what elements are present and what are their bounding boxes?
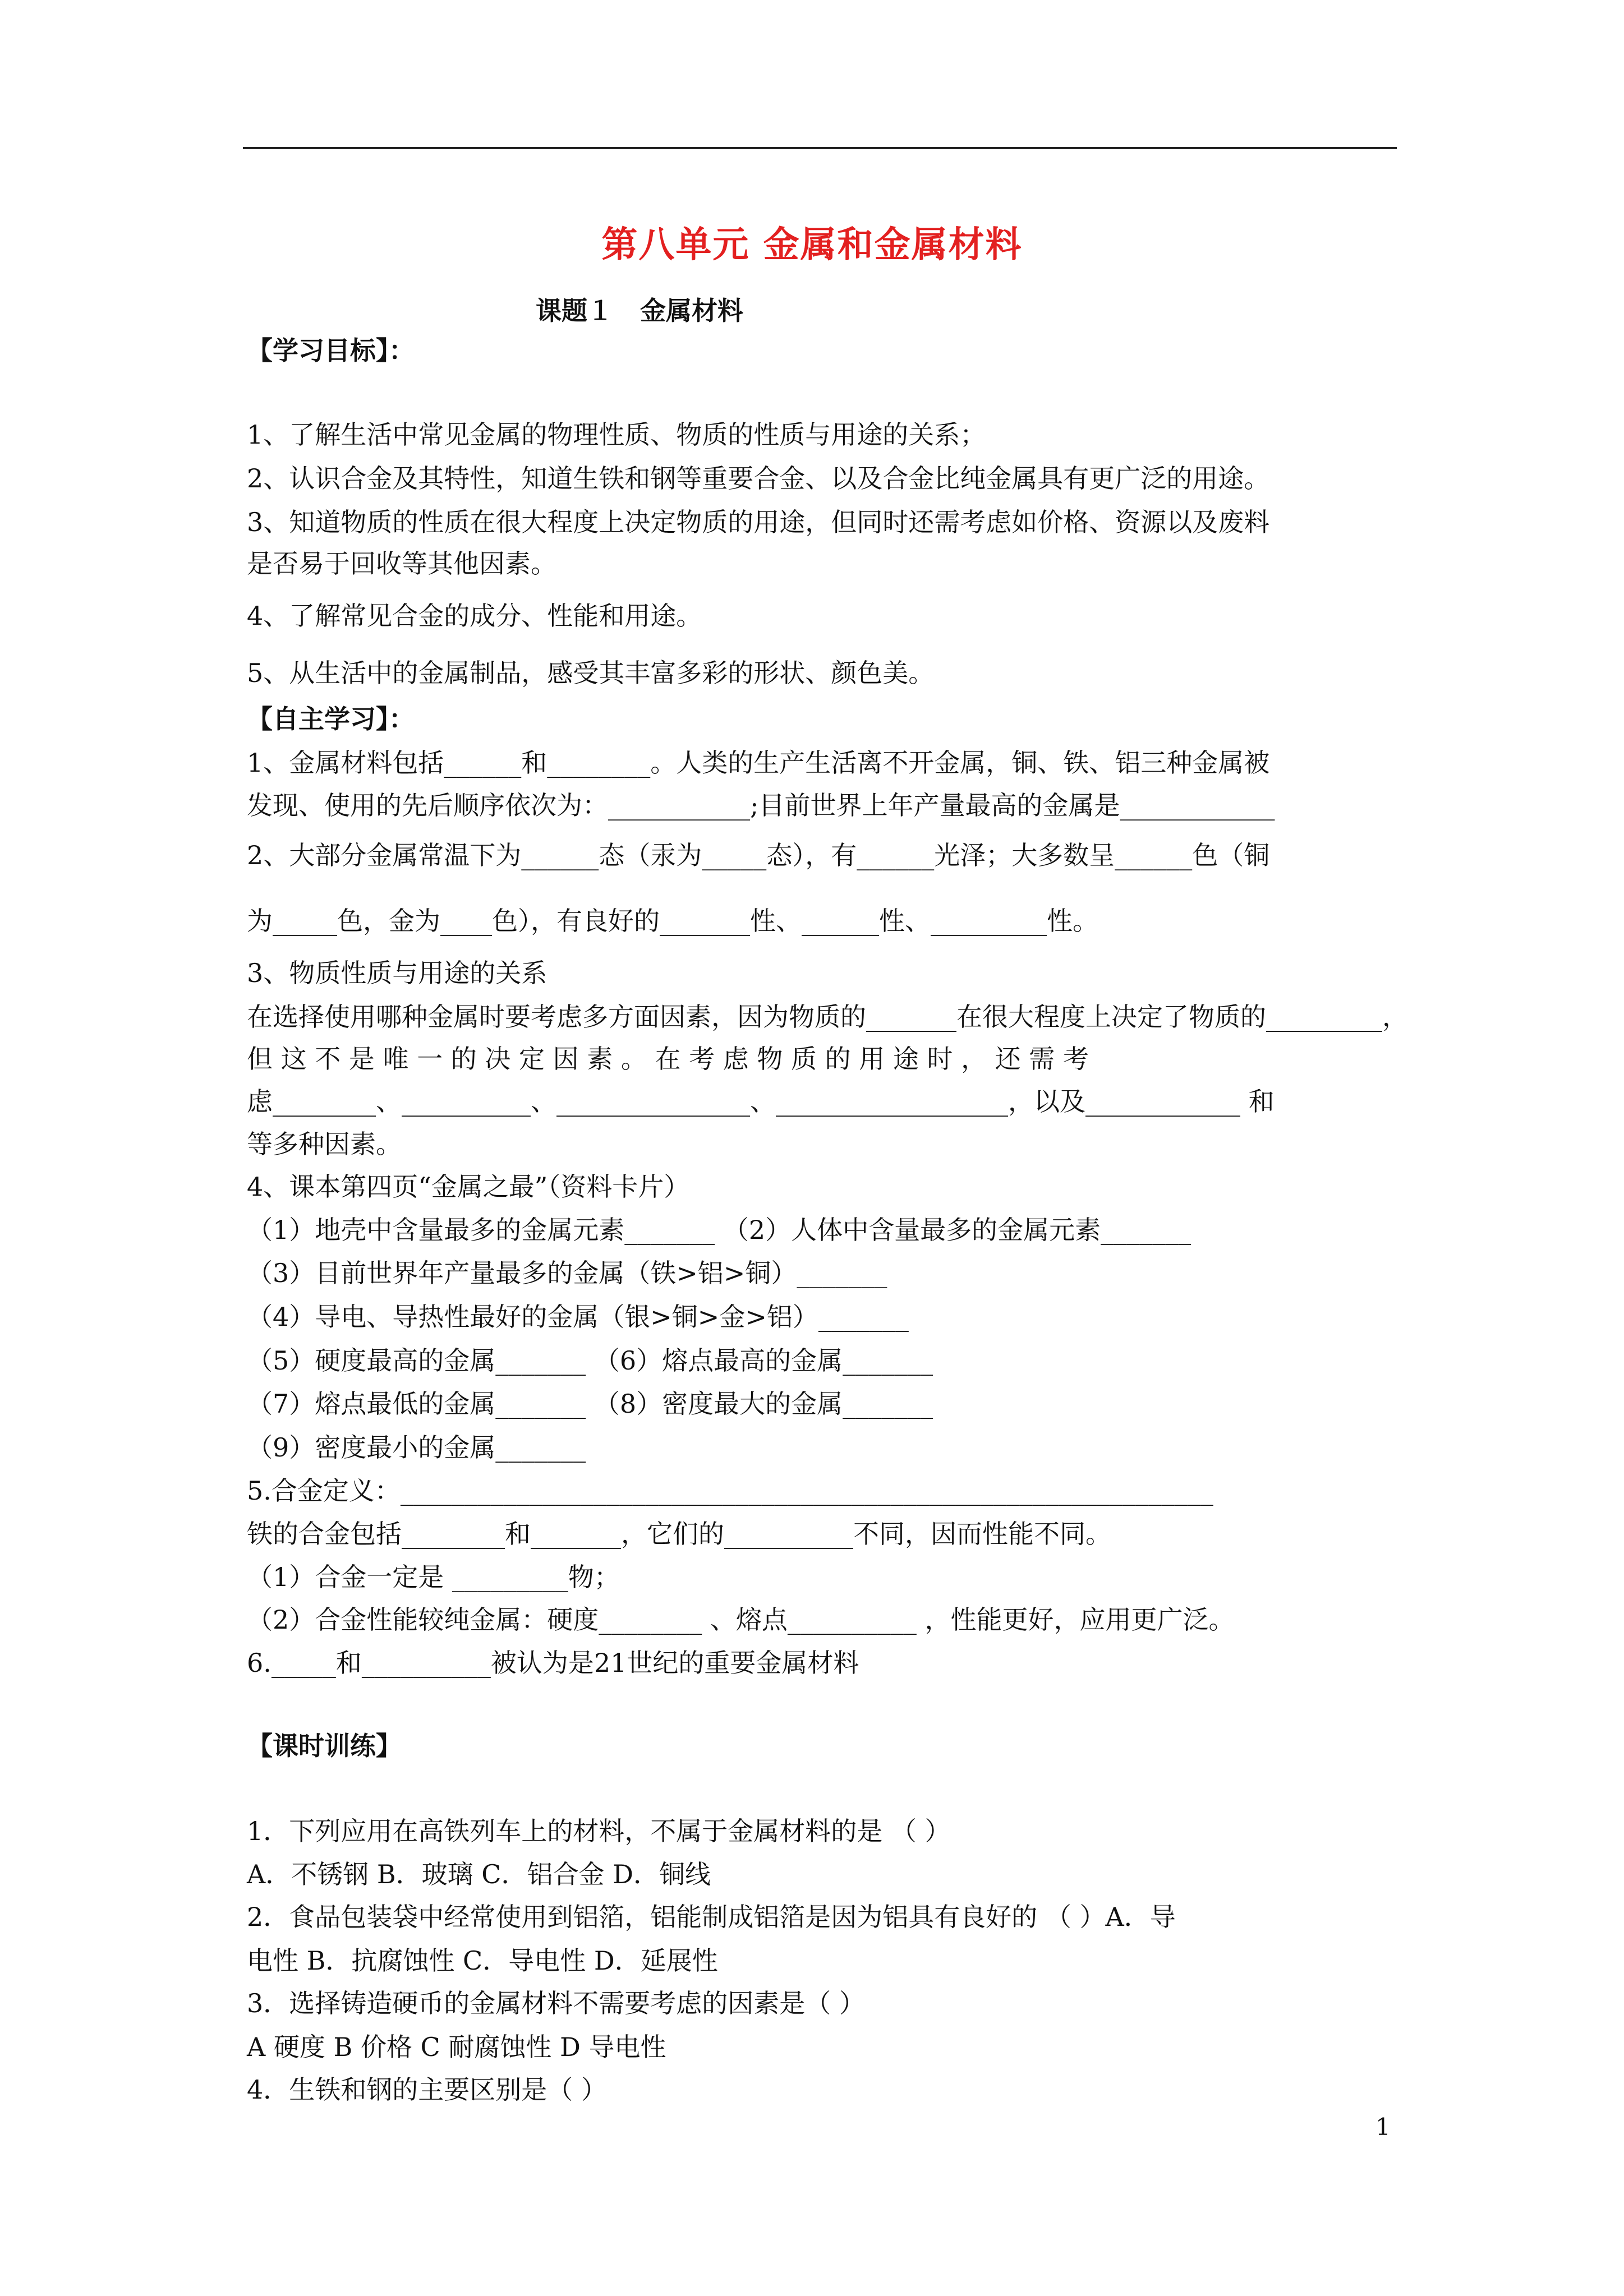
- text-line: 5.合金定义：_______________________________________________________________: [247, 1476, 1213, 1506]
- text-line: 4、课本第四页“金属之最”（资料卡片）: [247, 1172, 690, 1202]
- text-line: 6._____和__________被认为是21世纪的重要金属材料: [247, 1648, 859, 1678]
- text-line: （1）地壳中含量最多的金属元素_______ （2）人体中含量最多的金属元素_______: [247, 1215, 1191, 1245]
- text-line: A 硬度 B 价格 C 耐腐蚀性 D 导电性: [247, 2032, 666, 2062]
- text-line: 5、从生活中的金属制品，感受其丰富多彩的形状、颜色美。: [247, 658, 935, 688]
- text-line: 4、了解常见合金的成分、性能和用途。: [247, 601, 702, 631]
- text-line: 等多种因素。: [247, 1129, 402, 1159]
- text-line: （4）导电、导热性最好的金属（银>铜>金>铝）_______: [247, 1302, 909, 1332]
- text-line: （7）熔点最低的金属_______ （8）密度最大的金属_______: [247, 1389, 933, 1419]
- text-line: 1、金属材料包括______和________。人类的生产生活离不开金属，铜、铁、铝三种金属被: [247, 748, 1270, 778]
- text-line: 2、认识合金及其特性，知道生铁和钢等重要合金、以及合金比纯金属具有更广泛的用途。: [247, 463, 1270, 494]
- lesson-subtitle: 课题１ 金属材料: [536, 296, 744, 326]
- text-line: 是否易于回收等其他因素。: [247, 548, 556, 579]
- text-line: A．不锈钢 B．玻璃 C．铝合金 D．铜线: [247, 1859, 711, 1889]
- text-line: 但 这 不 是 唯 一 的 决 定 因 素 。 在 考 虑 物 质 的 用 途 时 ， 还 需 考: [247, 1044, 1089, 1074]
- text-line: 虑________、__________、_______________、__________________，以及____________ 和: [247, 1086, 1275, 1117]
- text-line: 4．生铁和钢的主要区别是（ ）: [247, 2074, 607, 2105]
- text-line: 【学习目标】：: [247, 335, 415, 366]
- text-line: 2、大部分金属常温下为______态（汞为_____态），有______光泽；大多数呈______色（铜: [247, 840, 1270, 870]
- text-line: 1、了解生活中常见金属的物理性质、物质的性质与用途的关系；: [247, 419, 986, 450]
- text-line: （1）合金一定是 _________物；: [247, 1562, 620, 1592]
- page-title: 第八单元 金属和金属材料: [601, 224, 1023, 266]
- page-number: 1: [1375, 2113, 1391, 2141]
- text-line: 【自主学习】：: [247, 704, 415, 734]
- text-line: 在选择使用哪种金属时要考虑多方面因素，因为物质的_______在很大程度上决定了物质的_________，: [247, 1002, 1408, 1032]
- text-line: 为_____色，金为____色），有良好的_______性、______性、_________性。: [247, 906, 1098, 936]
- text-line: 3、知道物质的性质在很大程度上决定物质的用途，但同时还需考虑如价格、资源以及废料: [247, 507, 1270, 537]
- text-line: （2）合金性能较纯金属：硬度________ 、熔点__________ ，性能更好，应用更广泛。: [247, 1605, 1235, 1635]
- text-line: （5）硬度最高的金属_______ （6）熔点最高的金属_______: [247, 1345, 933, 1376]
- text-line: 2．食品包装袋中经常使用到铝箔，铝能制成铝箔是因为铝具有良好的 （ ）A．导: [247, 1902, 1176, 1932]
- text-line: 1．下列应用在高铁列车上的材料，不属于金属材料的是 （ ）: [247, 1816, 951, 1846]
- header-rule: [243, 147, 1397, 149]
- text-line: 【课时训练】: [247, 1731, 402, 1761]
- text-line: 铁的合金包括________和_______，它们的__________不同，因而性能不同。: [247, 1519, 1111, 1549]
- text-line: （9）密度最小的金属_______: [247, 1432, 586, 1463]
- text-line: 电性 B．抗腐蚀性 C．导电性 D．延展性: [247, 1945, 718, 1976]
- text-line: 发现、使用的先后顺序依次为：___________;目前世界上年产量最高的金属是____________: [247, 790, 1275, 820]
- text-line: 3．选择铸造硬币的金属材料不需要考虑的因素是（ ）: [247, 1988, 865, 2018]
- text-line: （3）目前世界年产量最多的金属（铁>铝>铜）_______: [247, 1258, 887, 1288]
- text-line: 3、物质性质与用途的关系: [247, 958, 548, 988]
